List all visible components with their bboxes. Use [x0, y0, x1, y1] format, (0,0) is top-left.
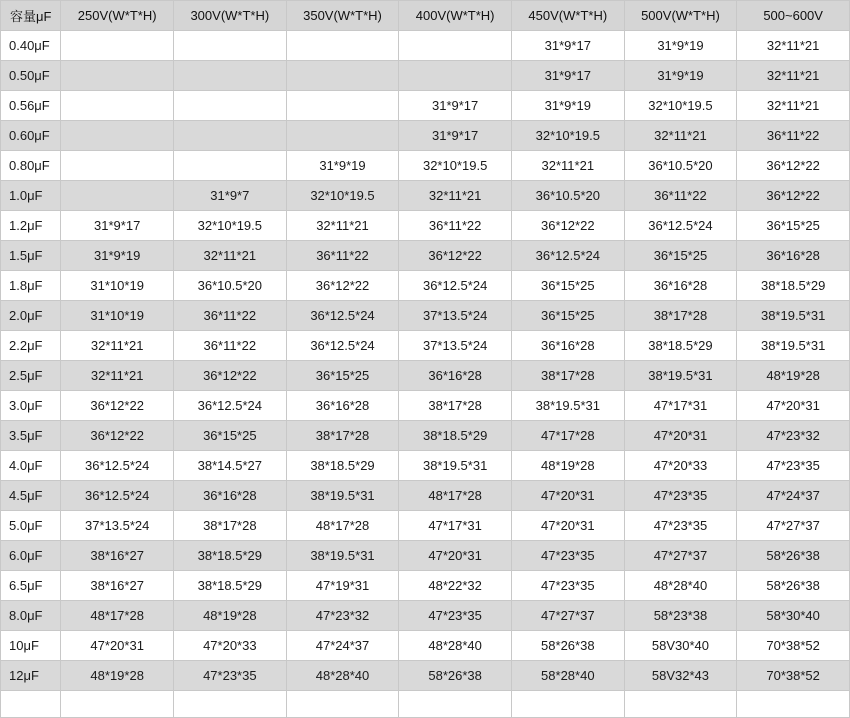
- cell-dimension: 31*9*19: [511, 91, 624, 121]
- cell-dimension: [624, 691, 737, 718]
- column-header-500-600v: 500~600V: [737, 1, 850, 31]
- cell-dimension: 38*14.5*27: [174, 451, 287, 481]
- cell-dimension: 32*11*21: [511, 151, 624, 181]
- cell-dimension: 31*10*19: [61, 271, 174, 301]
- cell-dimension: [399, 31, 512, 61]
- cell-dimension: 38*16*27: [61, 541, 174, 571]
- cell-dimension: 47*24*37: [286, 631, 399, 661]
- cell-dimension: 31*9*17: [399, 121, 512, 151]
- cell-dimension: 47*20*31: [624, 421, 737, 451]
- column-header-400v: 400V(W*T*H): [399, 1, 512, 31]
- table-row: [1, 541, 850, 571]
- cell-capacity: 2.0μF: [1, 301, 61, 331]
- cell-dimension: [174, 31, 287, 61]
- cell-dimension: [61, 181, 174, 211]
- cell-dimension: [61, 91, 174, 121]
- cell-dimension: 58V32*43: [624, 661, 737, 691]
- table-row: [1, 691, 850, 718]
- cell-dimension: 32*10*19.5: [286, 181, 399, 211]
- cell-dimension: 32*11*21: [737, 91, 850, 121]
- cell-dimension: 47*17*28: [511, 421, 624, 451]
- cell-dimension: 48*17*28: [61, 601, 174, 631]
- cell-capacity: 0.56μF: [1, 91, 61, 121]
- cell-dimension: 37*13.5*24: [399, 301, 512, 331]
- column-header-300v: 300V(W*T*H): [174, 1, 287, 31]
- cell-dimension: 31*9*17: [511, 61, 624, 91]
- cell-dimension: 36*16*28: [399, 361, 512, 391]
- cell-dimension: [286, 61, 399, 91]
- cell-dimension: 36*16*28: [286, 391, 399, 421]
- table-row: [1, 361, 850, 391]
- cell-dimension: 36*10.5*20: [174, 271, 287, 301]
- cell-dimension: 58*23*38: [624, 601, 737, 631]
- cell-capacity: 0.60μF: [1, 121, 61, 151]
- cell-dimension: 32*10*19.5: [174, 211, 287, 241]
- column-header-500v: 500V(W*T*H): [624, 1, 737, 31]
- table-row: [1, 511, 850, 541]
- cell-dimension: 32*11*21: [61, 361, 174, 391]
- cell-dimension: 36*15*25: [286, 361, 399, 391]
- cell-dimension: 31*9*17: [61, 211, 174, 241]
- cell-dimension: 36*12.5*24: [286, 301, 399, 331]
- cell-dimension: 47*23*32: [737, 421, 850, 451]
- cell-dimension: 36*15*25: [511, 301, 624, 331]
- cell-dimension: 38*17*28: [286, 421, 399, 451]
- cell-dimension: 47*23*35: [624, 481, 737, 511]
- table-header: [1, 1, 850, 31]
- cell-dimension: 36*11*22: [737, 121, 850, 151]
- cell-dimension: 32*11*21: [174, 241, 287, 271]
- cell-dimension: [61, 31, 174, 61]
- table-row: [1, 661, 850, 691]
- cell-dimension: 31*9*19: [624, 61, 737, 91]
- cell-dimension: 37*13.5*24: [61, 511, 174, 541]
- cell-dimension: 38*18.5*29: [286, 451, 399, 481]
- cell-capacity: 5.0μF: [1, 511, 61, 541]
- cell-dimension: 31*9*19: [624, 31, 737, 61]
- cell-dimension: [737, 691, 850, 718]
- cell-capacity: 1.8μF: [1, 271, 61, 301]
- cell-capacity: 10μF: [1, 631, 61, 661]
- cell-dimension: 36*12*22: [737, 181, 850, 211]
- cell-dimension: 36*12*22: [737, 151, 850, 181]
- cell-dimension: 38*19.5*31: [399, 451, 512, 481]
- cell-capacity: 2.2μF: [1, 331, 61, 361]
- table-row: [1, 211, 850, 241]
- cell-capacity: 3.5μF: [1, 421, 61, 451]
- cell-dimension: 38*18.5*29: [399, 421, 512, 451]
- cell-dimension: 47*20*31: [511, 511, 624, 541]
- cell-dimension: 36*10.5*20: [624, 151, 737, 181]
- cell-dimension: [399, 691, 512, 718]
- cell-dimension: 36*12*22: [61, 421, 174, 451]
- cell-dimension: 38*18.5*29: [174, 571, 287, 601]
- cell-capacity: 8.0μF: [1, 601, 61, 631]
- cell-dimension: 36*11*22: [624, 181, 737, 211]
- cell-dimension: 38*18.5*29: [737, 271, 850, 301]
- table-row: [1, 271, 850, 301]
- cell-dimension: 48*17*28: [286, 511, 399, 541]
- table-row: [1, 601, 850, 631]
- cell-dimension: 32*10*19.5: [624, 91, 737, 121]
- cell-dimension: [286, 91, 399, 121]
- cell-capacity: 3.0μF: [1, 391, 61, 421]
- cell-dimension: 36*12.5*24: [511, 241, 624, 271]
- cell-dimension: 32*11*21: [399, 181, 512, 211]
- cell-dimension: 47*20*31: [399, 541, 512, 571]
- table-row: [1, 181, 850, 211]
- cell-dimension: 38*17*28: [399, 391, 512, 421]
- cell-capacity: 1.2μF: [1, 211, 61, 241]
- cell-capacity: 6.5μF: [1, 571, 61, 601]
- cell-dimension: 47*23*35: [511, 571, 624, 601]
- cell-dimension: 58*28*40: [511, 661, 624, 691]
- cell-dimension: 47*24*37: [737, 481, 850, 511]
- cell-dimension: 36*12*22: [61, 391, 174, 421]
- cell-dimension: 36*11*22: [286, 241, 399, 271]
- cell-dimension: 36*12*22: [174, 361, 287, 391]
- cell-dimension: 47*20*31: [511, 481, 624, 511]
- column-header-350v: 350V(W*T*H): [286, 1, 399, 31]
- cell-dimension: [286, 121, 399, 151]
- table-row: [1, 241, 850, 271]
- cell-capacity: 4.0μF: [1, 451, 61, 481]
- table-row: [1, 121, 850, 151]
- table-row: [1, 331, 850, 361]
- cell-dimension: [174, 121, 287, 151]
- cell-dimension: [511, 691, 624, 718]
- cell-dimension: 48*19*28: [511, 451, 624, 481]
- cell-capacity: 0.50μF: [1, 61, 61, 91]
- cell-dimension: 32*11*21: [624, 121, 737, 151]
- cell-dimension: 58V30*40: [624, 631, 737, 661]
- cell-dimension: 47*20*33: [174, 631, 287, 661]
- cell-dimension: [61, 121, 174, 151]
- cell-dimension: 36*12.5*24: [61, 481, 174, 511]
- table-body: [1, 31, 850, 718]
- cell-dimension: 36*16*28: [174, 481, 287, 511]
- cell-dimension: 36*12*22: [399, 241, 512, 271]
- cell-dimension: 58*26*38: [737, 571, 850, 601]
- column-header-capacity: 容量μF: [1, 1, 61, 31]
- cell-dimension: 47*19*31: [286, 571, 399, 601]
- cell-dimension: 47*20*31: [737, 391, 850, 421]
- cell-capacity: 1.0μF: [1, 181, 61, 211]
- cell-capacity: 0.80μF: [1, 151, 61, 181]
- cell-dimension: 32*11*21: [737, 61, 850, 91]
- cell-dimension: 38*18.5*29: [174, 541, 287, 571]
- cell-dimension: [174, 61, 287, 91]
- cell-dimension: 38*17*28: [511, 361, 624, 391]
- cell-dimension: 32*11*21: [737, 31, 850, 61]
- cell-dimension: 48*17*28: [399, 481, 512, 511]
- cell-dimension: 38*16*27: [61, 571, 174, 601]
- cell-dimension: [174, 691, 287, 718]
- cell-capacity: 6.0μF: [1, 541, 61, 571]
- table-row: [1, 31, 850, 61]
- cell-dimension: 31*9*17: [399, 91, 512, 121]
- cell-dimension: 58*26*38: [737, 541, 850, 571]
- cell-dimension: 31*9*19: [61, 241, 174, 271]
- cell-dimension: 47*23*35: [511, 541, 624, 571]
- cell-dimension: 36*12.5*24: [174, 391, 287, 421]
- cell-dimension: 36*15*25: [624, 241, 737, 271]
- cell-dimension: 47*20*33: [624, 451, 737, 481]
- cell-dimension: 38*17*28: [624, 301, 737, 331]
- cell-dimension: [286, 691, 399, 718]
- cell-dimension: 36*11*22: [399, 211, 512, 241]
- cell-dimension: 38*19.5*31: [286, 541, 399, 571]
- cell-dimension: 38*19.5*31: [511, 391, 624, 421]
- cell-dimension: 58*26*38: [511, 631, 624, 661]
- cell-dimension: [174, 151, 287, 181]
- cell-dimension: 38*19.5*31: [737, 301, 850, 331]
- cell-dimension: 48*19*28: [174, 601, 287, 631]
- cell-dimension: 47*27*37: [737, 511, 850, 541]
- table-row: [1, 451, 850, 481]
- cell-dimension: [174, 91, 287, 121]
- cell-dimension: 48*19*28: [61, 661, 174, 691]
- cell-dimension: 36*16*28: [511, 331, 624, 361]
- cell-dimension: 47*17*31: [399, 511, 512, 541]
- cell-dimension: 58*26*38: [399, 661, 512, 691]
- cell-dimension: 48*22*32: [399, 571, 512, 601]
- cell-dimension: 36*15*25: [737, 211, 850, 241]
- table-row: [1, 91, 850, 121]
- cell-dimension: 31*9*17: [511, 31, 624, 61]
- cell-dimension: 48*28*40: [286, 661, 399, 691]
- cell-capacity: 2.5μF: [1, 361, 61, 391]
- cell-dimension: 47*27*37: [624, 541, 737, 571]
- cell-dimension: 47*27*37: [511, 601, 624, 631]
- cell-capacity: 4.5μF: [1, 481, 61, 511]
- cell-dimension: 47*23*35: [624, 511, 737, 541]
- cell-dimension: 31*9*19: [286, 151, 399, 181]
- table-header-row: [1, 1, 850, 31]
- cell-dimension: 70*38*52: [737, 631, 850, 661]
- cell-dimension: 48*28*40: [624, 571, 737, 601]
- cell-dimension: 38*19.5*31: [286, 481, 399, 511]
- cell-capacity: 1.5μF: [1, 241, 61, 271]
- cell-dimension: 38*18.5*29: [624, 331, 737, 361]
- cell-capacity: 12μF: [1, 661, 61, 691]
- cell-dimension: 47*17*31: [624, 391, 737, 421]
- cell-dimension: 37*13.5*24: [399, 331, 512, 361]
- cell-dimension: 31*10*19: [61, 301, 174, 331]
- cell-dimension: 47*23*35: [174, 661, 287, 691]
- cell-dimension: 36*15*25: [511, 271, 624, 301]
- column-header-250v: 250V(W*T*H): [61, 1, 174, 31]
- cell-dimension: 47*23*35: [399, 601, 512, 631]
- table-row: [1, 631, 850, 661]
- table-row: [1, 301, 850, 331]
- cell-dimension: 38*19.5*31: [737, 331, 850, 361]
- cell-dimension: 58*30*40: [737, 601, 850, 631]
- column-header-450v: 450V(W*T*H): [511, 1, 624, 31]
- cell-dimension: 47*23*32: [286, 601, 399, 631]
- cell-dimension: [286, 31, 399, 61]
- cell-dimension: 38*17*28: [174, 511, 287, 541]
- cell-dimension: 70*38*52: [737, 661, 850, 691]
- cell-dimension: 48*19*28: [737, 361, 850, 391]
- cell-dimension: 47*23*35: [737, 451, 850, 481]
- cell-dimension: 36*16*28: [737, 241, 850, 271]
- cell-dimension: 32*11*21: [61, 331, 174, 361]
- cell-dimension: 36*12.5*24: [61, 451, 174, 481]
- cell-dimension: 36*12.5*24: [624, 211, 737, 241]
- table-row: [1, 571, 850, 601]
- cell-dimension: [399, 61, 512, 91]
- table-row: [1, 61, 850, 91]
- cell-dimension: 36*10.5*20: [511, 181, 624, 211]
- cell-dimension: 47*20*31: [61, 631, 174, 661]
- cell-dimension: [61, 691, 174, 718]
- cell-dimension: 32*11*21: [286, 211, 399, 241]
- cell-capacity: 0.40μF: [1, 31, 61, 61]
- cell-dimension: 36*12*22: [511, 211, 624, 241]
- table-row: [1, 151, 850, 181]
- cell-dimension: 32*10*19.5: [511, 121, 624, 151]
- cell-dimension: 36*15*25: [174, 421, 287, 451]
- cell-capacity: [1, 691, 61, 718]
- cell-dimension: 36*12.5*24: [399, 271, 512, 301]
- cell-dimension: 36*11*22: [174, 301, 287, 331]
- cell-dimension: 36*11*22: [174, 331, 287, 361]
- cell-dimension: [61, 151, 174, 181]
- table-row: [1, 421, 850, 451]
- cell-dimension: 36*16*28: [624, 271, 737, 301]
- cell-dimension: 48*28*40: [399, 631, 512, 661]
- cell-dimension: 36*12*22: [286, 271, 399, 301]
- cell-dimension: [61, 61, 174, 91]
- table-row: [1, 481, 850, 511]
- cell-dimension: 32*10*19.5: [399, 151, 512, 181]
- cell-dimension: 36*12.5*24: [286, 331, 399, 361]
- cell-dimension: 31*9*7: [174, 181, 287, 211]
- table-row: [1, 391, 850, 421]
- cell-dimension: 38*19.5*31: [624, 361, 737, 391]
